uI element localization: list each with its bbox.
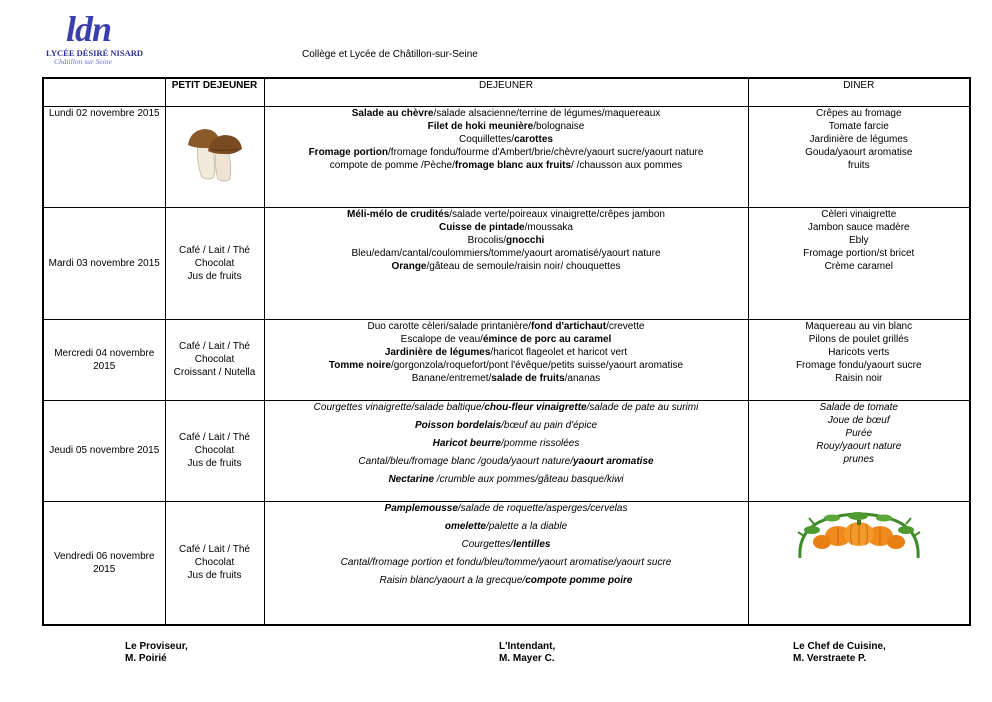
day-cell: Mercredi 04 novembre 2015 <box>43 319 165 400</box>
header-petit-dejeuner: PETIT DEJEUNER <box>165 78 264 106</box>
dejeuner-cell <box>264 207 748 319</box>
signature-name: M. Mayer C. <box>499 653 555 664</box>
diner-line: Haricots verts <box>828 346 890 358</box>
signature-role: L'Intendant, <box>499 641 556 652</box>
menu-row-mercredi <box>43 319 970 400</box>
diner-line: Ebly <box>849 234 869 246</box>
dejeuner-line: Filet de hoki meunière/bolognaise <box>427 120 585 132</box>
dejeuner-line: Salade au chèvre/salade alsacienne/terrine de légumes/maquereaux <box>351 107 661 119</box>
dejeuner-line: Cantal/bleu/fromage blanc /gouda/yaourt nature/yaourt aromatise <box>358 455 654 467</box>
logo-school-name: LYCÉE DÉSIRÉ NISARD <box>46 48 143 58</box>
diner-line: Salade de tomate <box>819 401 898 413</box>
day-cell: Jeudi 05 novembre 2015 <box>43 400 165 501</box>
day-cell: Mardi 03 novembre 2015 <box>43 207 165 319</box>
petit-dejeuner-line: Café / Lait / Thé <box>179 244 250 256</box>
dejeuner-line: Fromage portion/fromage fondu/fourme d'Ambert/brie/chèvre/yaourt sucre/yaourt nature <box>308 146 704 158</box>
dejeuner-line: Escalope de veau/émince de porc au caramel <box>400 333 612 345</box>
header-dejeuner: DEJEUNER <box>264 78 748 106</box>
menu-row-jeudi <box>43 400 970 501</box>
petit-dejeuner-line: Chocolat <box>194 354 235 365</box>
dejeuner-line: Raisin blanc/yaourt a la grecque/compote pomme poire <box>379 574 633 586</box>
page-title: Collège et Lycée de Châtillon-sur-Seine <box>302 49 478 60</box>
diner-line: prunes <box>843 453 875 465</box>
mushroom-icon <box>184 115 246 183</box>
menu-header-row <box>43 78 970 106</box>
diner-line: Rouy/yaourt nature <box>816 440 902 452</box>
signature-role: Le Chef de Cuisine, <box>793 641 886 652</box>
signature-role: Le Proviseur, <box>125 641 188 652</box>
diner-cell <box>748 207 970 319</box>
dejeuner-line: Tomme noire/gorgonzola/roquefort/pont l'évêque/petits suisse/yaourt aromatise <box>328 359 684 371</box>
logo-mark: ldn <box>66 9 112 49</box>
petit-dejeuner-cell <box>165 400 264 501</box>
diner-line: Purée <box>845 427 873 439</box>
petit-dejeuner-line: Café / Lait / Thé <box>179 432 250 443</box>
dejeuner-line: compote de pomme /Pèche/fromage blanc aux fruits/ /chausson aux pommes <box>329 159 683 171</box>
petit-dejeuner-line: Chocolat <box>194 445 235 456</box>
diner-line: Tomate farcie <box>828 120 889 132</box>
dejeuner-cell <box>264 106 748 207</box>
signature-name: M. Poirié <box>125 653 167 664</box>
dejeuner-line: Cantal/fromage portion et fondu/bleu/tomme/yaourt aromatise/yaourt sucre <box>340 556 672 568</box>
menu-row-mardi <box>43 207 970 319</box>
diner-cell <box>748 319 970 400</box>
dejeuner-cell <box>264 501 748 625</box>
dejeuner-line: Duo carotte cèleri/salade printanière/fond d'artichaut/crevette <box>367 320 645 332</box>
diner-line: Jambon sauce madère <box>807 221 910 233</box>
petit-dejeuner-line: Jus de fruits <box>187 458 242 469</box>
menu-row-lundi <box>43 106 970 207</box>
diner-line: Fromage portion/st bricet <box>803 247 915 259</box>
header-day <box>43 78 165 106</box>
petit-dejeuner-line: Café / Lait / Thé <box>179 341 250 352</box>
diner-cell <box>748 106 970 207</box>
dejeuner-line: Pamplemousse/salade de roquette/asperges/cervelas <box>384 502 628 514</box>
petit-dejeuner-line: Jus de fruits <box>187 270 242 282</box>
signature-name: M. Verstraete P. <box>793 653 867 664</box>
header-diner: DINER <box>748 78 970 106</box>
dejeuner-line: Courgettes/lentilles <box>461 538 551 550</box>
dejeuner-line: Coquillettes/carottes <box>459 133 553 145</box>
diner-line: Joue de bœuf <box>827 414 890 426</box>
signature-intendant <box>499 641 555 665</box>
petit-dejeuner-line: Croissant / Nutella <box>173 367 256 378</box>
diner-cell <box>748 501 970 625</box>
signature-chef <box>793 641 886 665</box>
dejeuner-line: Nectarine /crumble aux pommes/gâteau basque/kiwi <box>388 473 624 485</box>
dejeuner-line: Jardinière de légumes/haricot flageolet et haricot vert <box>384 346 628 358</box>
logo-town: Châtillon sur Seine <box>54 57 112 66</box>
day-cell: Vendredi 06 novembre 2015 <box>43 501 165 625</box>
school-logo <box>46 8 143 66</box>
petit-dejeuner-line: Chocolat <box>194 257 235 269</box>
diner-line: Fromage fondu/yaourt sucre <box>795 359 922 371</box>
petit-dejeuner-line: Café / Lait / Thé <box>179 544 250 556</box>
dejeuner-line: Bleu/edam/cantal/coulommiers/tomme/yaourt aromatisé/yaourt nature <box>351 247 661 259</box>
diner-line: Crème caramel <box>824 260 893 272</box>
diner-line: Jardinière de légumes <box>809 133 908 145</box>
menu-table <box>42 77 971 626</box>
dejeuner-line: Courgettes vinaigrette/salade baltique/chou-fleur vinaigrette/salade de pate au surimi <box>313 401 699 413</box>
pumpkin-garland-icon <box>794 506 924 564</box>
diner-line: Pilons de poulet grillés <box>808 333 909 345</box>
dejeuner-line: omelette/palette a la diable <box>444 520 568 532</box>
dejeuner-line: Cuisse de pintade/moussaka <box>439 221 573 233</box>
dejeuner-line: Haricot beurre/pomme rissolées <box>432 437 580 449</box>
dejeuner-line: Banane/entremet/salade de fruits/ananas <box>411 372 601 384</box>
dejeuner-cell <box>264 400 748 501</box>
diner-line: Raisin noir <box>835 372 883 384</box>
dejeuner-line: Orange/gâteau de semoule/raisin noir/ chouquettes <box>391 260 621 272</box>
menu-row-vendredi <box>43 501 970 625</box>
diner-line: Crêpes au fromage <box>815 107 902 119</box>
diner-cell <box>748 400 970 501</box>
dejeuner-line: Brocolis/gnocchi <box>467 234 545 246</box>
signature-proviseur <box>125 641 188 665</box>
diner-line: fruits <box>847 159 870 171</box>
petit-dejeuner-cell <box>165 207 264 319</box>
dejeuner-line: Poisson bordelais/bœuf au pain d'épice <box>415 419 597 431</box>
petit-dejeuner-line: Jus de fruits <box>187 570 242 582</box>
petit-dejeuner-cell <box>165 319 264 400</box>
diner-line: Gouda/yaourt aromatise <box>805 146 913 158</box>
diner-line: Maquereau au vin blanc <box>805 320 913 332</box>
dejeuner-line: Méli-mélo de crudités/salade verte/poireaux vinaigrette/crêpes jambon <box>347 208 665 220</box>
petit-dejeuner-cell <box>165 106 264 207</box>
petit-dejeuner-cell <box>165 501 264 625</box>
diner-line: Cèleri vinaigrette <box>821 208 897 220</box>
petit-dejeuner-line: Chocolat <box>194 557 235 569</box>
dejeuner-cell <box>264 319 748 400</box>
day-cell: Lundi 02 novembre 2015 <box>43 106 165 207</box>
